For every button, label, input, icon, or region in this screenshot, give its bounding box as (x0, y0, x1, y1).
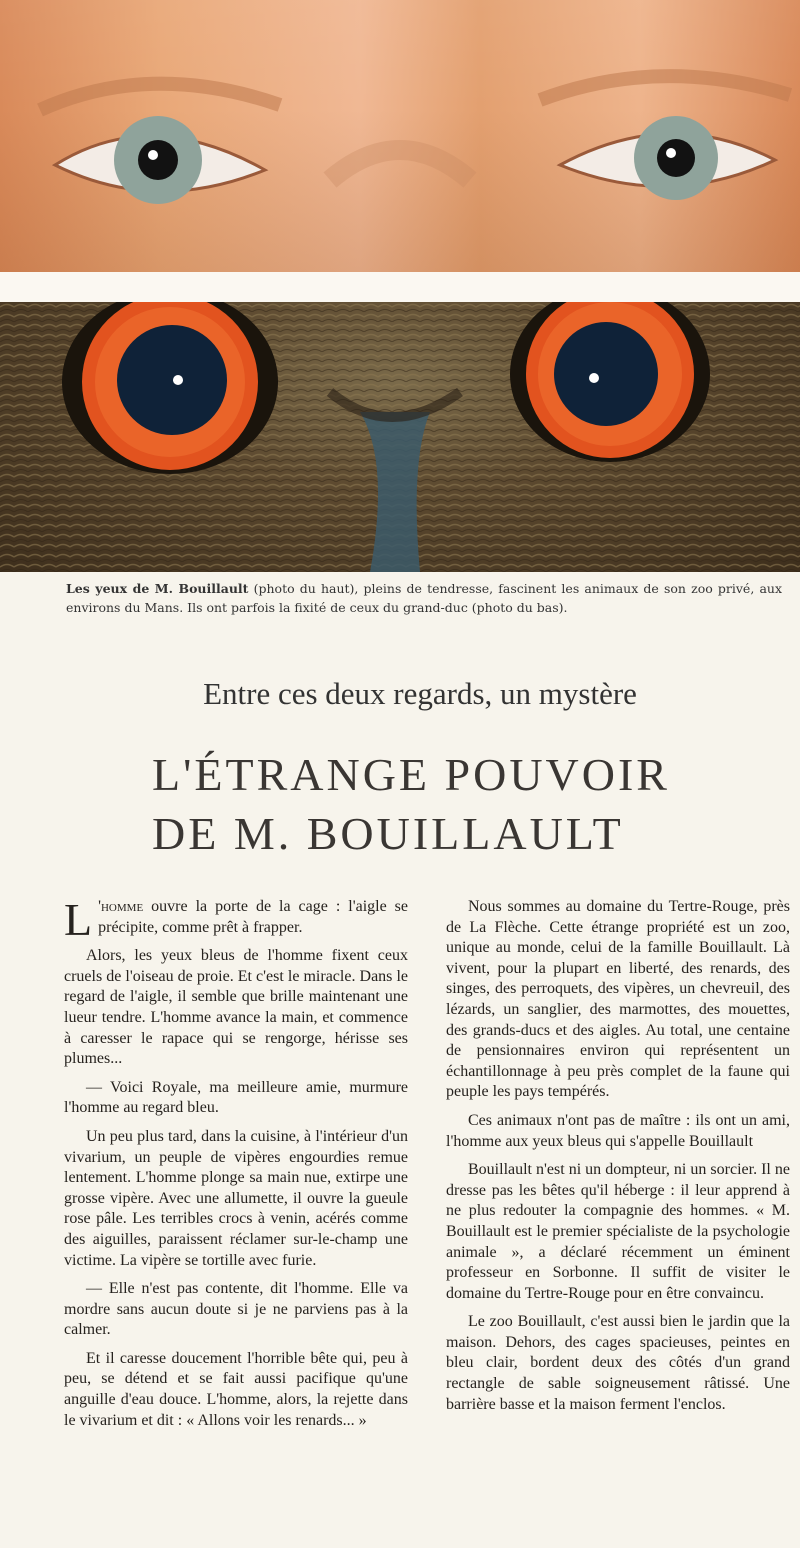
photo-owl-eyes (0, 302, 800, 572)
headline-line-2: DE M. BOUILLAULT (152, 808, 624, 859)
human-eyes-illustration (0, 0, 800, 272)
photo-human-eyes (0, 0, 800, 272)
left-human-eye (55, 116, 265, 204)
headline-line-1: L'ÉTRANGE POUVOIR (152, 749, 670, 800)
photo-separator (0, 272, 800, 302)
owl-eyes-illustration (0, 302, 800, 572)
paragraph: Ces animaux n'ont pas de maître : ils ont un ami, l'homme aux yeux bleus qui s'appelle Bouillault (446, 1111, 790, 1150)
right-human-eye (560, 116, 775, 200)
article-headline (152, 745, 712, 863)
paragraph (64, 894, 408, 945)
paragraph: Nous sommes au domaine du Tertre-Rouge, près de La Flèche. Cette étrange propriété est un zoo, unique au monde, celui de la famille Bouillault. Là vivent, pour la plupart en liberté, des renards, des singes, des perroquets, des vipères, un chevreuil, des lézards, un sanglier, des marmottes, des mouettes, des grands-ducs et des aigles. Au total, une centaine de pensionnaires environ qui représentent un échantillonnage à peu près complet de la faune qui peuple les pays tempérés. (446, 898, 790, 1101)
paragraph: Bouillault n'est ni un dompteur, ni un sorcier. Il ne dresse pas les bêtes qu'il héberge : il leur apprend à ne plus redouter la compagnie des hommes. « M. Bouillault est le premier spécialiste de la psychologie animale », a déclaré récemment un éminent professeur en Sorbonne. Il suffit de visiter le domaine du Tertre-Rouge pour en être convaincu. (446, 1161, 790, 1302)
caption-bold: Les yeux de M. Bouillault (66, 581, 249, 596)
article-column-left (64, 894, 408, 1439)
paragraph: — Elle n'est pas contente, dit l'homme. Elle va mordre sans aucun doute si je ne parviens pas à la calmer. (64, 1280, 408, 1339)
drop-cap: L (64, 894, 93, 945)
right-brow (540, 76, 790, 100)
caption-text: (photo du haut), pleins de tendresse, fascinent les animaux de son zoo privé, aux environs du Mans. Ils ont parfois la fixité de ceux du grand-duc (photo du bas). (66, 581, 782, 615)
article-column-right (446, 897, 790, 1423)
photo-caption (66, 579, 782, 617)
article-kicker: Entre ces deux regards, un mystère (203, 676, 637, 711)
left-brow (40, 84, 280, 110)
paragraph: Un peu plus tard, dans la cuisine, à l'intérieur d'un vivarium, un peuple de vipères engourdies remue lentement. L'homme plonge sa main nue, extirpe une grosse vipère. Avec une allumette, il ouvre la gueule rose pâle. Les terribles crocs à venin, acérés comme des aiguilles, paraissent réclamer sur-le-champ une victime. La vipère se tortille avec furie. (64, 1127, 408, 1269)
paragraph: Et il caresse doucement l'horrible bête qui, peu à peu, se détend et se fait aussi pacifique qu'une anguille d'eau douce. L'homme, alors, la rejette dans le vivarium et dit : « Allons voir les renards... » (64, 1349, 408, 1429)
paragraph: — Voici Royale, ma meilleure amie, murmure l'homme au regard bleu. (64, 1078, 408, 1117)
lead-text: ouvre la porte de la cage : l'aigle se précipite, comme prêt à frapper. (98, 898, 408, 936)
paragraph: Alors, les yeux bleus de l'homme fixent ceux cruels de l'oiseau de proie. Et c'est le miracle. Dans le regard de l'aigle, il semble que brille maintenant une lueur tendre. L'homme avance la main, et commence à caresser le rapace qui se rengorge, hérisse ses plumes... (64, 947, 408, 1068)
lead-smallcaps: 'homme (98, 898, 144, 915)
paragraph: Le zoo Bouillault, c'est aussi bien le jardin que la maison. Dehors, des cages spacieuses, peintes en bleu clair, bordent deux des côtés d'un grand rectangle de sable soigneusement râtissé. Une barrière basse et la maison ferment l'enclos. (446, 1313, 790, 1413)
